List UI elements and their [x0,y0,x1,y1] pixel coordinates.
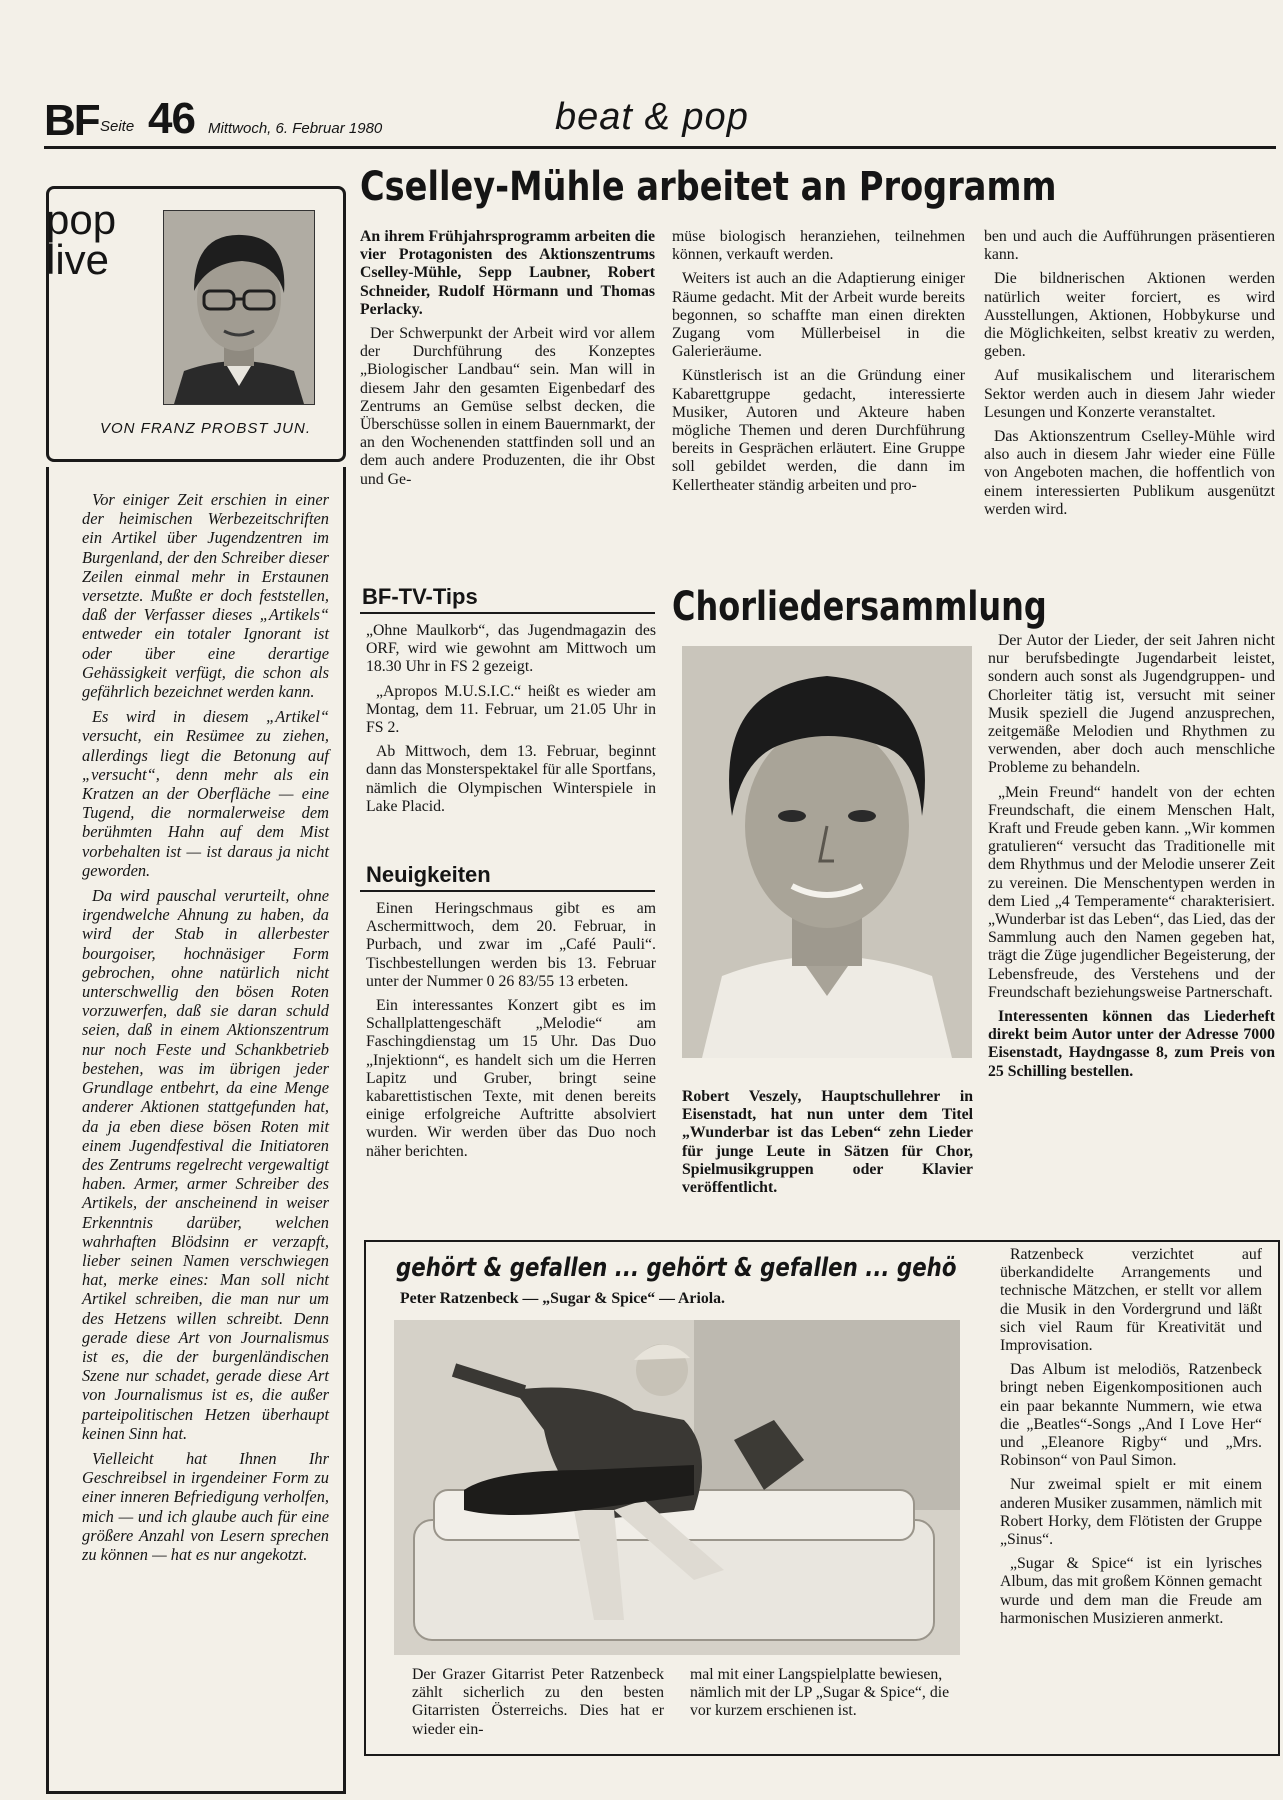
news-item: Ein interessantes Konzert gibt es im Schallplattengeschäft „Melodie“ am Faschingdienstag um 15 Uhr. Das Duo „Injektionn“, es handelt sich um die Herren Lapitz und Gruber, bringt seine kabarettistischen Texte, mit denen bereits einige erfolgreiche Auftritte absolviert wurden. Wir werden über das Duo noch näher berichten. [366,997,656,1160]
main-headline: Cselley-Mühle arbeitet an Programm [360,164,1057,210]
tv-tips-body [366,622,656,822]
chor-paragraph: „Mein Freund“ handelt von der echten Freundschaft, die einem Menschen Halt, Kraft und Freude geben kann. „Wir kommen gratulieren“ versucht das Traditionelle mit dem Rhythmus und der Melodie unserer Zeit zu vereinen. Die Menschentypen werden in dem Lied „4 Temperamente“ charakterisiert. „Wunderbar ist das Leben“, das Lied, das der Sammlung auch den Namen gegeben hat, trägt die Züge jugendlicher Begeisterung, der Lebensfreude, des Verstehens und der Freundschaft beziehungsweise Partnerschaft. [988,783,1275,1001]
column-paragraph: Da wird pauschal verurteilt, ohne irgendwelche Ahnung zu haben, da wird der Stab in allerbester bourgoiser, hochnäsiger Form gebrochen, ohne natürlich nicht unterschwellig den bösen Roten vorzuwerfen, daß sie daran schuld seien, daß in einem Aktionszentrum nur noch Feste und Schankbetrieb bestehen, was im übrigen jeder Grundlage entbehrt, da eine Menge anderer Aktionen stattgefunden hat, da ja eben diese bösen Roten mit einem Jugendfestival die Initiatoren des Zentrums regelrecht vergewaltigt haben. Armer, armer Schreiber des Artikels, der anscheinend in weiser Erkenntnis darüber, welchen wahrhaften Blödsinn er verzapft, lieber seinen Namen verschwiegen hat, merke eines: Man soll nicht Artikel schreiben, die man nur um des Hetzens willen schreibt. Denn gerade diese Art von Journalismus ist es, die der burgenländischen Szene nur schadet, gerade diese Art von Journalismus ist es, die außer parteipolitischen Hetzen überhaupt keinen Sinn hat. [82,886,329,1443]
byline: VON FRANZ PROBST JUN. [100,420,312,437]
page-label: Seite [100,118,135,135]
author-photo [163,210,315,405]
tv-tip: „Ohne Maulkorb“, das Jugendmagazin des ORF, wird wie gewohnt am Mittwoch um 18.30 Uhr in FS 2 gezeigt. [366,622,656,676]
article-paragraph: Das Aktionszentrum Cselley-Mühle wird also auch in diesem Jahr wieder eine Fülle von Angeboten machen, die hoffentlich von einem interessierten Publikum ausgenützt werden wird. [984,428,1275,518]
review-column-1 [412,1666,664,1745]
article-paragraph: Auf musikalischem und literarischem Sektor werden auch in diesem Jahr wieder Lesungen und Konzerte veranstaltet. [984,367,1275,421]
column-paragraph: Vor einiger Zeit erschien in einer der heimischen Werbezeitschriften ein Artikel über Jugendzentren im Burgenland, der den Schreiber dieser Zeilen einmal mehr in Erstaunen versetzte. Mußte er doch feststellen, daß der Verfasser dieses „Artikels“ entweder ein totaler Ignorant ist oder über eine derartige Gehässigkeit verfügt, die schon als gefährlich bezeichnet werden kann. [82,490,329,702]
chor-headline: Chorliedersammlung [672,584,1047,630]
article-paragraph: Künstlerisch ist an die Gründung einer Kabarettgruppe gedacht, interessierte Musiker, Autoren und Akteure haben mögliche Themen und deren Durchführung bereits in Gesprächen erläutert. Eine Gruppe soll gebildet werden, die dann im Kellertheater ständig arbeiten und pro- [672,367,965,494]
tv-tips-heading: BF-TV-Tips [362,584,478,609]
article-column-2 [672,228,965,501]
paper-logo: BF [44,96,99,145]
article-lead: An ihrem Frühjahrsprogramm arbeiten die vier Protagonisten des Aktionszentrums Cselley-Mühle, Sepp Laubner, Robert Schneider, Rudolf Hörmann und Thomas Perlacky. [360,228,655,318]
article-column-1 [360,228,655,495]
chor-paragraph: Der Autor der Lieder, der seit Jahren nicht nur berufsbedingte Jugendarbeit leistet, sondern auch sonst als Jugendgruppen- und Chorleiter tätig ist, versucht mit seiner Musik speziell die Jugend anzusprechen, zeitgemäße Melodien und Rhythmen zu verwenden, aber doch auch menschliche Probleme zu behandeln. [988,632,1275,777]
chor-paragraph: Interessenten können das Liederheft direkt beim Autor unter der Adresse 7000 Eisenstadt, Haydngasse 8, zum Preis von 25 Schilling bestellen. [988,1008,1275,1080]
review-paragraph: Das Album ist melodiös, Ratzenbeck bringt neben Eigenkompositionen auch ein paar bekannte Nummern, wie etwa die „Beatles“-Songs „And I Love Her“ und „Eleanore Rigby“ und „Mrs. Robinson“ von Paul Simon. [1000,1361,1262,1470]
author-portrait-illustration [164,211,314,404]
news-rule [360,890,655,892]
article-paragraph: Die bildnerischen Aktionen werden natürlich weiter forciert, es wird Ausstellungen, Aktionen, Hobbykurse und die Möglichkeiten, selbst kreativ zu werden, geben. [984,270,1275,361]
issue-date: Mittwoch, 6. Februar 1980 [208,120,383,137]
page-number: 46 [148,94,195,143]
review-title: gehört & gefallen ... gehört & gefallen ... gehö [396,1253,957,1283]
review-paragraph: „Sugar & Spice“ ist ein lyrisches Album, das mit großem Können gemacht wurde und dem man die Freude am harmonischen Musizieren anmerkt. [1000,1555,1262,1627]
article-paragraph: Weiters ist auch an die Adaptierung einiger Räume gedacht. Mit der Arbeit wurde bereits begonnen, so schaffte man einen direkten Zugang vom Müllerbeisel in die Galerieräume. [672,270,965,361]
article-paragraph: ben und auch die Aufführungen präsentieren kann. [984,228,1275,264]
guitarist-illustration [394,1320,960,1655]
column-kicker: pop live [46,196,117,283]
review-paragraph: Ratzenbeck verzichtet auf überkandidelte Arrangements und technische Mätzchen, er stellt vor allem die Musik in den Vordergrund und läßt sich viel Raum für Kreativität und Improvisation. [1000,1246,1262,1355]
portrait-illustration [682,646,972,1058]
photo-caption: Robert Veszely, Hauptschullehrer in Eisenstadt, hat nun unter dem Titel „Wunderbar ist das Leben“ zehn Lieder für junge Leute in Sätzen für Chor, Spielmusikgruppen oder Klavier veröffentlicht. [682,1088,973,1197]
tv-tip: Ab Mittwoch, dem 13. Februar, beginnt dann das Monsterspektakel für alle Sportfans, nämlich die Olympischen Winterspiele in Lake Placid. [366,743,656,815]
guitarist-photo [394,1320,960,1655]
robert-veszely-photo [682,646,972,1058]
review-subtitle: Peter Ratzenbeck — „Sugar & Spice“ — Ariola. [400,1290,725,1307]
section-title: beat & pop [555,96,749,138]
article-paragraph: Der Schwerpunkt der Arbeit wird vor allem der Durchführung des Konzeptes „Biologischer Landbau“ sein. Man will in diesem Jahr den gesamten Eigenbedarf des Zentrums an Gemüse selbst decken, die Überschüsse sollen in einem Bauernmarkt, der an den Wochenenden stattfinden soll und an dem auch andere Produzenten, die ihr Obst und Ge- [360,325,655,488]
review-paragraph: Nur zweimal spielt er mit einem anderen Musiker zusammen, nämlich mit Robert Horky, dem Flötisten der Gruppe „Sinus“. [1000,1476,1262,1549]
article-paragraph: müse biologisch heranziehen, teilnehmen können, verkauft werden. [672,228,965,264]
column-body [82,490,329,1570]
review-paragraph: Der Grazer Gitarrist Peter Ratzenbeck zählt sicherlich zu den besten Gitarristen Österreichs. Dies hat er wieder ein- [412,1666,664,1738]
review-column-2 [690,1666,952,1727]
column-paragraph: Es wird in diesem „Artikel“ versucht, ein Resümee zu ziehen, allerdings liegt die Betonung auf „versucht“, denn mehr als ein Kratzen an der Oberfläche — eine Tugend, die normalerweise dem berühmten Hahn auf dem Mist vorbehalten ist — ist daraus ja nicht geworden. [82,707,329,880]
column-paragraph: Vielleicht hat Ihnen Ihr Geschreibsel in irgendeiner Form zu einer inneren Befriedigung verholfen, mich — und ich glaube auch für eine größere Anzahl von Lesern sprechen zu können — hat es nur angekotzt. [82,1448,329,1564]
news-item: Einen Heringschmaus gibt es am Aschermittwoch, dem 20. Februar, in Purbach, und zwar im „Café Pauli“. Tischbestellungen werden bis 13. Februar unter der Nummer 0 26 83/55 13 erbeten. [366,900,656,990]
review-column-3 [1000,1246,1262,1634]
review-paragraph: mal mit einer Langspielplatte bewiesen, nämlich mit der LP „Sugar & Spice“, die vor kurzem erschienen ist. [690,1666,950,1720]
news-body [366,900,656,1167]
chor-body [988,632,1275,1087]
tv-tip: „Apropos M.U.S.I.C.“ heißt es wieder am Montag, dem 11. Februar, um 21.05 Uhr in FS 2. [366,682,656,737]
news-heading: Neuigkeiten [366,862,491,887]
tv-tips-rule [360,612,655,614]
masthead-rule [44,146,1276,149]
article-column-3 [984,228,1275,525]
